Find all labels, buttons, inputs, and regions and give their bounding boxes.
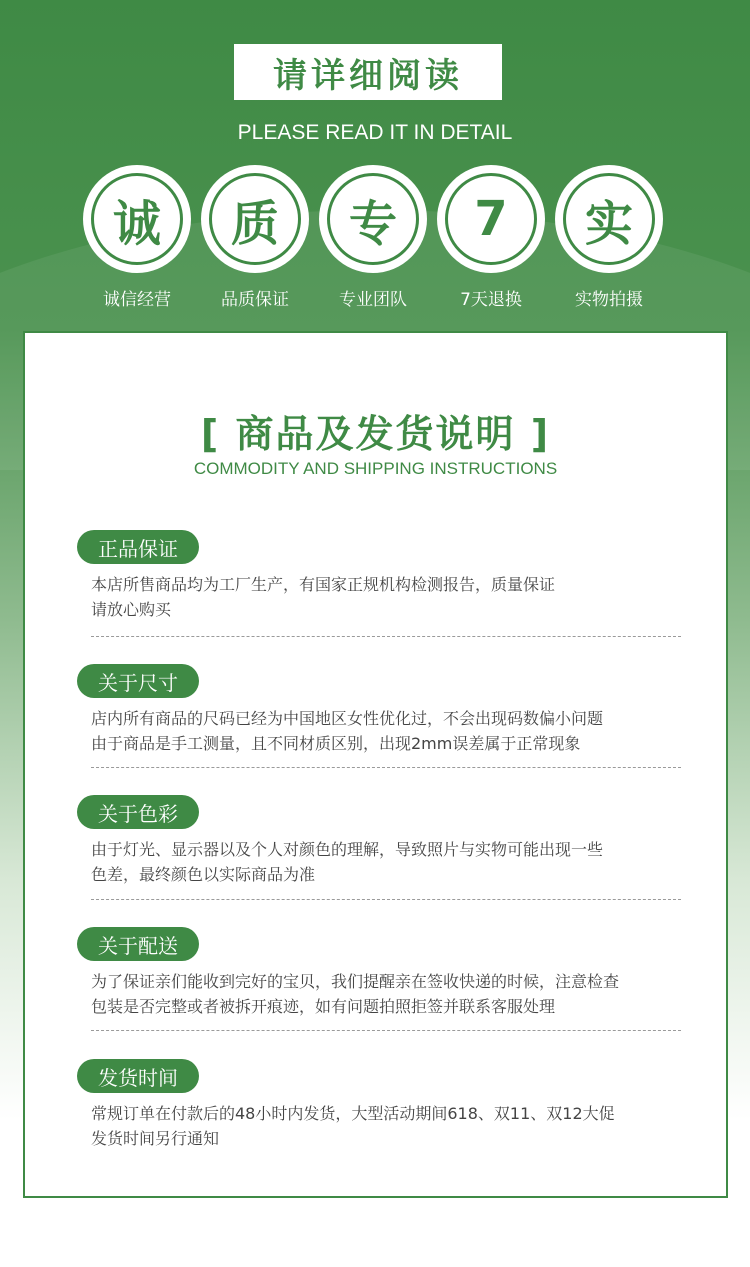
badge-char: 诚 [91,173,183,265]
badge-label: 7天退换 [460,290,522,310]
badge-quality [195,165,315,310]
badge-char: 7 [445,173,537,265]
section-line: 为了保证亲们能收到完好的宝贝，我们提醒亲在签收快递的时候，注意检查 [91,972,620,991]
section-line: 常规订单在付款后的48小时内发货，大型活动期间618、双11、双12大促 [91,1104,615,1123]
badge-row [0,165,750,315]
badge-circle [437,165,545,273]
section-line: 店内所有商品的尺码已经为中国地区女性优化过，不会出现码数偏小问题 [91,709,604,728]
badge-label: 实物拍摄 [575,290,643,310]
section-divider [91,767,681,768]
section-line: 发货时间另行通知 [91,1129,220,1148]
section-line: 请放心购买 [91,600,172,619]
badge-honesty [77,165,197,310]
badge-circle [83,165,191,273]
section-heading: 关于色彩 [77,795,199,829]
panel-subtitle: COMMODITY AND SHIPPING INSTRUCTIONS [193,459,558,478]
section-divider [91,899,681,900]
section-text [91,572,691,622]
badge-circle [319,165,427,273]
badge-char: 质 [209,173,301,265]
section-line: 色差，最终颜色以实际商品为准 [91,865,316,884]
badge-return [431,165,551,310]
section-line: 本店所售商品均为工厂生产，有国家正规机构检测报告，质量保证 [91,575,556,594]
page-subtitle: PLEASE READ IT IN DETAIL [237,121,513,144]
section-heading: 关于配送 [77,927,199,961]
badge-label: 专业团队 [339,290,407,310]
section-line: 由于商品是手工测量，且不同材质区别，出现2mm误差属于正常现象 [91,734,581,753]
badge-professional [313,165,433,310]
badge-circle [201,165,309,273]
page-title: 请详细阅读 [234,44,502,100]
badge-real-photo [549,165,669,310]
badge-char: 专 [327,173,419,265]
section-text [91,706,691,756]
badge-circle [555,165,663,273]
section-divider [91,1030,681,1031]
section-line: 由于灯光、显示器以及个人对颜色的理解，导致照片与实物可能出现一些 [91,840,604,859]
badge-label: 品质保证 [221,290,289,310]
badge-label: 诚信经营 [103,290,171,310]
section-heading: 发货时间 [77,1059,199,1093]
panel-title: [ 商品及发货说明 ] [200,412,551,456]
section-text [91,1101,691,1151]
section-text [91,969,691,1019]
instructions-panel [23,331,728,1198]
section-text [91,837,691,887]
section-line: 包装是否完整或者被拆开痕迹，如有问题拍照拒签并联系客服处理 [91,997,556,1016]
section-heading: 关于尺寸 [77,664,199,698]
badge-char: 实 [563,173,655,265]
section-heading: 正品保证 [77,530,199,564]
section-divider [91,636,681,637]
